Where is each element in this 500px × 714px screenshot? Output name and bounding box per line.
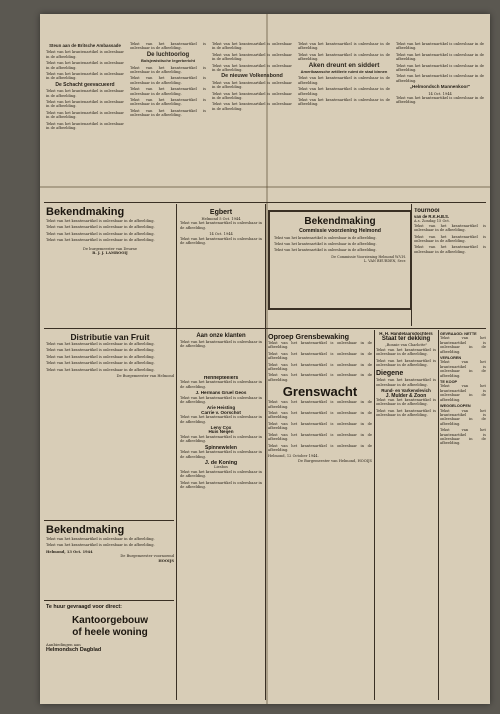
fruit-text: Tekst van het krantenartikel is onleesbaar in de afbeelding. bbox=[46, 342, 155, 346]
article-text: Tekst van het krantenartikel is onleesbaar in de afbeelding. bbox=[298, 52, 390, 62]
trade-title: H. H. Handelaarsdochters bbox=[379, 332, 433, 336]
trade-heading: Rund- en Varkenslevich bbox=[381, 388, 431, 394]
article-text: Tekst van het krantenartikel is onleesbaar in de afbeelding. bbox=[130, 42, 206, 51]
headline: Aken dreunt en siddert bbox=[308, 61, 380, 69]
headline: De luchtoorlog bbox=[146, 51, 190, 58]
article-text: Tekst van het krantenartikel is onleesbaar in de afbeelding. bbox=[130, 76, 206, 85]
tournament-title: Tournooi bbox=[414, 208, 440, 214]
tournament-text: Tekst van het krantenartikel is onleesbaar in de afbeelding. bbox=[414, 234, 486, 244]
tournament-subtitle: van de R.K.H.B.S. bbox=[414, 214, 450, 219]
trade-subtitle: „Bonnie van Charlotte" bbox=[384, 343, 428, 348]
headline: De Schacht geevacueerd bbox=[55, 81, 115, 88]
ad-text: Tekst van het krantenartikel is onleesbaar in de afbeelding. bbox=[440, 408, 486, 426]
border-guard-text: Tekst van het krantenartikel is onleesbaar in de afbeelding. bbox=[268, 443, 372, 452]
announcement-text: Tekst van het krantenartikel is onleesbaar in de afbeelding. bbox=[180, 236, 262, 246]
headline: De nieuwe Volkensbond bbox=[221, 73, 283, 80]
border-guard-text: Tekst van het krantenartikel is onleesbaar in de afbeelding. bbox=[268, 362, 372, 372]
classified-text: Tekst van het krantenartikel is onleesbaar in de afbeelding. bbox=[180, 469, 262, 479]
column-2-top bbox=[130, 42, 206, 202]
border-guard-text: Tekst van het krantenartikel is onleesbaar in de afbeelding. bbox=[268, 432, 372, 442]
article-text: Tekst van het krantenartikel is onleesbaar in de afbeelding. bbox=[298, 87, 390, 96]
subheadline: Bolsjewistische legerbericht bbox=[140, 58, 196, 64]
classified-text: Tekst van het krantenartikel is onleesbaar in de afbeelding. bbox=[180, 434, 262, 444]
commission-signature: De Commissie Voorziening Helmond W.V.H. bbox=[331, 254, 406, 259]
commission-text: Tekst van het krantenartikel is onleesbaar in de afbeelding. bbox=[274, 248, 377, 253]
ad-heading: TE KOOP bbox=[440, 380, 458, 385]
subheadline: Amerikaansche artillerie ruimt de stad binnen bbox=[300, 69, 388, 75]
section-divider bbox=[44, 600, 174, 601]
article-text: Tekst van het krantenartikel is onleesbaar in de afbeelding. bbox=[130, 65, 206, 75]
classified-name: Spinnewielen bbox=[205, 444, 237, 451]
notice-signature: De Burgemeester voornoemd bbox=[120, 554, 174, 559]
office-ad-title: Kantoorgebouw bbox=[71, 615, 149, 626]
border-guard-title: Oproep Grensbewaking bbox=[268, 332, 350, 341]
announcement-name: Egbert bbox=[209, 209, 233, 216]
classified-ads bbox=[440, 332, 486, 688]
announcements-egbert bbox=[180, 208, 262, 320]
classified-text: Tekst van het krantenartikel is onleesbaar in de afbeelding. bbox=[180, 395, 262, 405]
fruit-distribution bbox=[46, 332, 174, 464]
article-text: Tekst van het krantenartikel is onleesbaar in de afbeelding. bbox=[212, 42, 292, 51]
border-watch-heading: Grenswacht bbox=[282, 384, 358, 400]
border-guard-text: Tekst van het krantenartikel is onleesbaar in de afbeelding. bbox=[268, 411, 372, 420]
notice-deurne bbox=[46, 206, 174, 326]
ad-heading: VERLOREN bbox=[440, 356, 462, 361]
column-1-top bbox=[46, 42, 124, 202]
column-divider bbox=[374, 330, 375, 700]
column-divider bbox=[265, 204, 266, 700]
article-text: Tekst van het krantenartikel is onleesbaar in de afbeelding. bbox=[298, 42, 390, 51]
headline: Steun aan de Britsche Ambassade bbox=[49, 43, 121, 48]
column-4-top bbox=[298, 42, 390, 202]
customers-notice bbox=[180, 332, 262, 372]
article-text: Tekst van het krantenartikel is onleesbaar in de afbeelding. bbox=[396, 63, 484, 73]
border-guard-call bbox=[268, 332, 372, 688]
newspaper-page bbox=[40, 14, 490, 704]
classified-text: Tekst van het krantenartikel is onleesbaar in de afbeelding. bbox=[180, 380, 262, 389]
fruit-signature: De Burgemeester van Helmond bbox=[116, 374, 174, 379]
article-text: Tekst van het krantenartikel is onleesbaar in de afbeelding. bbox=[130, 87, 206, 96]
trade-title-main: Staat ter dekking bbox=[381, 336, 431, 343]
office-ad-subtitle: of heele woning bbox=[72, 627, 148, 638]
article-text: Tekst van het krantenartikel is onleesbaar in de afbeelding. bbox=[396, 74, 484, 83]
fruit-text: Tekst van het krantenartikel is onleesbaar in de afbeelding. bbox=[46, 367, 155, 372]
article-text: Tekst van het krantenartikel is onleesbaar in de afbeelding. bbox=[212, 63, 292, 73]
column-divider bbox=[176, 204, 177, 700]
ad-text: Tekst van het krantenartikel is onleesbaar in de afbeelding. bbox=[440, 428, 486, 446]
office-ad-contact: Helmondsch Dagblad bbox=[46, 647, 102, 654]
tournament-notice bbox=[414, 208, 486, 326]
commission-text: Tekst van het krantenartikel is onleesbaar in de afbeelding. bbox=[274, 242, 377, 247]
trade-text: Tekst van het krantenartikel is onleesbaar in de afbeelding. bbox=[376, 398, 436, 407]
commission-body bbox=[270, 234, 410, 265]
border-guard-date: Helmond, 12 October 1944. bbox=[268, 454, 319, 459]
fruit-text: Tekst van het krantenartikel is onleesbaar in de afbeelding. bbox=[46, 348, 155, 353]
classified-title: Hennepteelers bbox=[203, 376, 239, 381]
notice-text: Tekst van het krantenartikel is onleesbaar in de afbeelding. bbox=[46, 543, 155, 548]
classified-name: J. Hermans Gruel Geos bbox=[195, 390, 247, 396]
announcement-date: Helmond 5 Oct. 1944 bbox=[201, 217, 241, 221]
trade-text: Tekst van het krantenartikel is onleesbaar in de afbeelding. bbox=[376, 408, 436, 418]
article-text: Tekst van het krantenartikel is onleesbaar in de afbeelding. bbox=[130, 98, 206, 107]
announcement-date: 14 Oct. 1944 bbox=[209, 232, 233, 237]
fruit-text: Tekst van het krantenartikel is onleesbaar in de afbeelding. bbox=[46, 361, 155, 366]
commission-signature-secretary: L. VAN BEURDEN, Secr. bbox=[363, 258, 406, 263]
article-text: Tekst van het krantenartikel is onleesbaar in de afbeelding. bbox=[212, 91, 292, 101]
article-text: Tekst van het krantenartikel is onleesbaar in de afbeelding. bbox=[130, 108, 206, 118]
border-guard-text: Tekst van het krantenartikel is onleesbaar in de afbeelding. bbox=[268, 373, 372, 382]
article-text: Tekst van het krantenartikel is onleesbaar in de afbeelding. bbox=[46, 61, 124, 70]
fruit-title: Distributie van Fruit bbox=[70, 332, 150, 342]
border-guard-text: Tekst van het krantenartikel is onleesbaar in de afbeelding. bbox=[268, 351, 372, 361]
trade-heading: J. Mulder & Zoon bbox=[385, 392, 427, 399]
article-text: Tekst van het krantenartikel is onleesbaar in de afbeelding. bbox=[396, 52, 484, 62]
article-text: Tekst van het krantenartikel is onleesbaar in de afbeelding. bbox=[396, 96, 484, 105]
column-5-top bbox=[396, 42, 484, 202]
trade-text: Tekst van het krantenartikel is onleesbaar in de afbeelding. bbox=[376, 378, 436, 387]
ad-heading: GEVRAAGD: NETTE bbox=[440, 332, 477, 336]
date: 14 Oct. 1944 bbox=[428, 91, 452, 96]
headline: „Helmondsch Mannenkoor" bbox=[409, 84, 471, 90]
office-wanted-ad bbox=[46, 604, 174, 690]
column-3-top bbox=[212, 42, 292, 202]
classified-text: Tekst van het krantenartikel is onleesbaar in de afbeelding. bbox=[180, 450, 262, 459]
signature: De burgemeester van Deurne bbox=[83, 246, 137, 251]
article-text: Tekst van het krantenartikel is onleesbaar in de afbeelding. bbox=[396, 42, 484, 51]
classified-name: Huis Neijen bbox=[208, 429, 234, 435]
article-text: Tekst van het krantenartikel is onleesbaar in de afbeelding. bbox=[298, 98, 390, 107]
column-divider bbox=[438, 330, 439, 700]
article-text: Tekst van het krantenartikel is onleesbaar in de afbeelding. bbox=[46, 89, 124, 98]
trade-heading: Diegene bbox=[376, 370, 404, 378]
notice-text: Tekst van het krantenartikel is onleesbaar in de afbeelding. bbox=[46, 231, 155, 236]
office-ad-contact-label: Aanbiedingen aan bbox=[46, 642, 81, 647]
article-text: Tekst van het krantenartikel is onleesbaar in de afbeelding. bbox=[46, 72, 124, 81]
article-text: Tekst van het krantenartikel is onleesbaar in de afbeelding. bbox=[46, 121, 124, 131]
ad-text: Tekst van het krantenartikel is onleesbaar in de afbeelding. bbox=[440, 336, 486, 354]
classified-text: Tekst van het krantenartikel is onleesbaar in de afbeelding. bbox=[180, 480, 262, 489]
notice-title: Bekendmaking bbox=[46, 524, 125, 536]
article-text: Tekst van het krantenartikel is onleesbaar in de afbeelding. bbox=[46, 110, 124, 120]
section-divider bbox=[44, 202, 486, 203]
customers-text: Tekst van het krantenartikel is onleesbaar in de afbeelding. bbox=[180, 340, 262, 349]
tournament-date: A.s. Zondag 15 Oct. bbox=[414, 219, 450, 224]
article-text: Tekst van het krantenartikel is onleesbaar in de afbeelding. bbox=[212, 80, 292, 90]
article-text: Tekst van het krantenartikel is onleesbaar in de afbeelding. bbox=[46, 100, 124, 109]
notice-text: Tekst van het krantenartikel is onleesbaar in de afbeelding. bbox=[46, 238, 155, 243]
trade-text: Tekst van het krantenartikel is onleesbaar in de afbeelding. bbox=[376, 358, 436, 368]
announcement-text: Tekst van het krantenartikel is onleesbaar in de afbeelding. bbox=[180, 221, 262, 230]
notice-text: Tekst van het krantenartikel is onleesbaar in de afbeelding. bbox=[46, 537, 155, 541]
section-divider bbox=[44, 520, 174, 521]
tournament-text: Tekst van het krantenartikel is onleesbaar in de afbeelding. bbox=[414, 223, 486, 233]
ad-text: Tekst van het krantenartikel is onleesbaar in de afbeelding. bbox=[440, 360, 486, 378]
classified-location: Liesbos bbox=[214, 465, 228, 470]
notice-date: Helmond, 13 Oct. 1944 bbox=[46, 549, 93, 554]
border-guard-text: Tekst van het krantenartikel is onleesbaar in de afbeelding. bbox=[268, 341, 372, 350]
commission-notice-box bbox=[268, 210, 412, 310]
commission-subtitle: Commissie voorziening Helmond bbox=[299, 228, 381, 234]
article-text: Tekst van het krantenartikel is onleesbaar in de afbeelding. bbox=[46, 50, 124, 59]
article-text: Tekst van het krantenartikel is onleesbaar in de afbeelding. bbox=[298, 76, 390, 85]
notice-helmond bbox=[46, 524, 174, 596]
trade-text: Tekst van het krantenartikel is onleesbaar in de afbeelding. bbox=[376, 347, 436, 357]
notice-signature-name: HOOIJS bbox=[158, 558, 174, 563]
commission-title: Bekendmaking bbox=[304, 216, 376, 227]
ad-heading: WEGGELOOPEN bbox=[440, 404, 471, 409]
border-guard-signature: De Burgemeester van Helmond, HOOIJS bbox=[297, 458, 372, 463]
notice-text: Tekst van het krantenartikel is onleesbaar in de afbeelding. bbox=[46, 225, 155, 230]
notice-text: Tekst van het krantenartikel is onleesbaar in de afbeelding. bbox=[46, 219, 155, 223]
ad-text: Tekst van het krantenartikel is onleesbaar in de afbeelding. bbox=[440, 384, 486, 402]
classified-name: Arie Heisting bbox=[206, 405, 236, 411]
classified-name: Leny Cox bbox=[210, 425, 232, 431]
fruit-text: Tekst van het krantenartikel is onleesbaar in de afbeelding. bbox=[46, 354, 155, 359]
classified-text: Tekst van het krantenartikel is onleesbaar in de afbeelding. bbox=[180, 415, 262, 424]
notice-title: Bekendmaking bbox=[46, 206, 125, 218]
classified-name: Carrie v. Oorschot bbox=[201, 409, 241, 415]
tournament-text: Tekst van het krantenartikel is onleesbaar in de afbeelding. bbox=[414, 245, 486, 254]
article-text: Tekst van het krantenartikel is onleesbaar in de afbeelding. bbox=[212, 102, 292, 111]
customers-title: Aan onze klanten bbox=[196, 333, 246, 339]
signature-name: B. J. J. LAMBOOIJ bbox=[92, 251, 128, 256]
border-guard-text: Tekst van het krantenartikel is onleesbaar in de afbeelding. bbox=[268, 400, 372, 409]
commission-text: Tekst van het krantenartikel is onleesbaar in de afbeelding. bbox=[274, 236, 377, 240]
border-guard-text: Tekst van het krantenartikel is onleesbaar in de afbeelding. bbox=[268, 421, 372, 431]
article-text: Tekst van het krantenartikel is onleesbaar in de afbeelding. bbox=[212, 52, 292, 62]
classified-list bbox=[180, 376, 262, 676]
trade-notices bbox=[376, 332, 436, 688]
office-ad-intro: Te huur gevraagd voor direct: bbox=[46, 604, 122, 610]
classified-name: J. de Koning bbox=[204, 459, 238, 466]
column-divider bbox=[411, 204, 412, 326]
